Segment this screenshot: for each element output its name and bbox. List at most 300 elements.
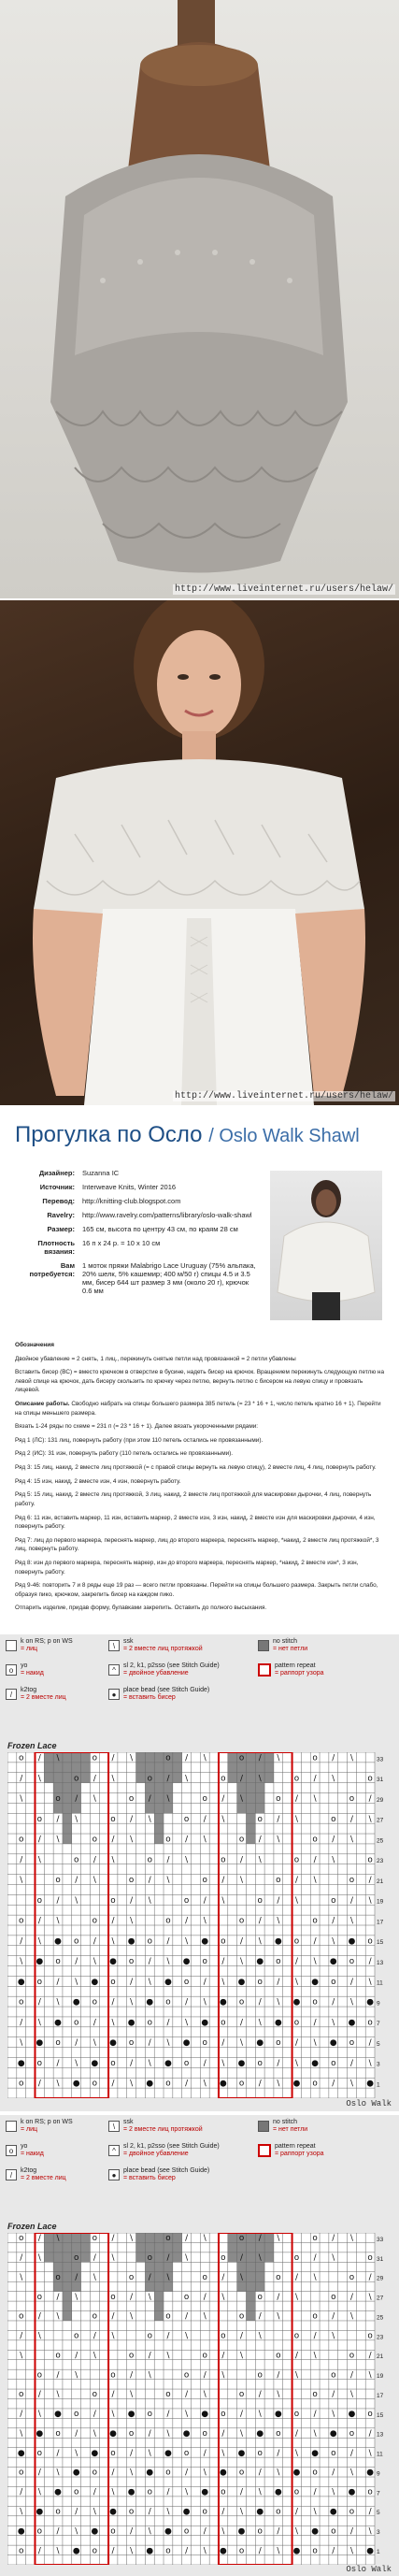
stitch-symbol: \: [349, 1916, 353, 1926]
stitch-symbol: \: [203, 2311, 207, 2322]
stitch-symbol: \: [111, 2331, 115, 2341]
stitch-symbol: \: [20, 1794, 23, 1805]
stitch-symbol: \: [294, 2526, 298, 2537]
no-stitch-cell: [136, 1752, 182, 1763]
legend-label-en: pattern repeat: [275, 1662, 316, 1669]
pattern-title-ru: Прогулка по Осло: [15, 1122, 203, 1147]
stitch-symbol: o: [147, 2018, 152, 2028]
stitch-symbol: /: [332, 1753, 335, 1763]
stitch-symbol: \: [148, 2292, 151, 2302]
stitch-symbol: \: [349, 2079, 353, 2089]
stitch-symbol: /: [221, 1876, 225, 1886]
row-number: 25: [377, 2314, 384, 2322]
stitch-symbol: /: [111, 1997, 115, 2008]
legend-swatch: [258, 1663, 271, 1677]
stitch-symbol: \: [332, 1774, 335, 1784]
stitch-symbol: /: [111, 2079, 115, 2089]
stitch-symbol: o: [293, 1936, 300, 1947]
stitch-symbol: ●: [17, 2058, 25, 2068]
stitch-symbol: /: [332, 2546, 335, 2556]
instruction-heading: Описание работы.: [15, 1401, 72, 1408]
stitch-symbol: /: [185, 1753, 189, 1763]
no-stitch-cell: [228, 1773, 274, 1783]
stitch-symbol: /: [258, 2234, 262, 2244]
stitch-symbol: \: [368, 1814, 372, 1824]
stitch-symbol: /: [221, 2272, 225, 2282]
stitch-symbol: o: [165, 2079, 171, 2089]
stitch-symbol: ●: [164, 1977, 172, 1987]
stitch-symbol: \: [56, 2390, 60, 2400]
stitch-symbol: ●: [17, 2526, 25, 2537]
stitch-symbol: o: [92, 1753, 98, 1763]
stitch-symbol: \: [332, 2018, 335, 2028]
stitch-symbol: /: [185, 1997, 189, 2008]
stitch-symbol: /: [130, 1814, 134, 1824]
stitch-symbol: /: [93, 1936, 96, 1947]
stitch-symbol: o: [238, 1835, 245, 1845]
stitch-symbol: /: [185, 1916, 189, 1926]
stitch-symbol: \: [111, 1774, 115, 1784]
stitch-symbol: /: [332, 1997, 335, 2008]
stitch-symbol: /: [56, 2526, 60, 2537]
legend-text: [123, 1662, 220, 1677]
no-stitch-cell: [63, 1813, 72, 1823]
row-number: 7: [377, 2490, 380, 2497]
stitch-symbol: \: [313, 2507, 317, 2517]
stitch-symbol: \: [221, 2448, 225, 2458]
stitch-symbol: /: [37, 2079, 41, 2089]
stitch-symbol: o: [238, 2390, 245, 2400]
stitch-symbol: ●: [72, 2468, 80, 2478]
stitch-symbol: \: [56, 1916, 60, 1926]
instruction-paragraph: Двойное убавление = 2 снять, 1 лиц., перекинуть снятые петли над провязанной = 2 петли убавлены: [15, 1355, 296, 1362]
instruction-paragraph: Ряд 8: изн до первого маркера, переснять маркер, изн до второго маркера, переснять маркер, *накид, 2 вместе изн*, 3 изн, повернуть работу.: [15, 1559, 359, 1576]
no-stitch-cell: [237, 2281, 264, 2291]
stitch-symbol: /: [75, 1876, 78, 1886]
stitch-symbol: \: [240, 2428, 244, 2439]
stitch-symbol: o: [349, 2428, 355, 2439]
no-stitch-cell: [53, 1783, 80, 1793]
stitch-symbol: \: [75, 1977, 78, 1987]
stitch-symbol: /: [258, 2546, 262, 2556]
row-number: 11: [377, 1979, 383, 1987]
stitch-symbol: /: [166, 2253, 170, 2264]
stitch-symbol: \: [93, 1957, 96, 1967]
stitch-symbol: /: [37, 2390, 41, 2400]
stitch-symbol: /: [20, 2253, 23, 2264]
stitch-symbol: /: [37, 1916, 41, 1926]
stitch-symbol: \: [277, 2390, 280, 2400]
stitch-symbol: ●: [54, 1936, 62, 1947]
stitch-symbol: ●: [220, 2546, 227, 2556]
legend-label-ru: = 2 вместе лиц протяжкой: [123, 1646, 203, 1653]
stitch-symbol: /: [93, 2018, 96, 2028]
no-stitch-cell: [136, 2252, 182, 2262]
stitch-symbol: ●: [256, 2038, 264, 2049]
stitch-symbol: /: [166, 1774, 170, 1784]
stitch-symbol: \: [294, 2292, 298, 2302]
legend-text: [275, 2143, 324, 2158]
info-row: [15, 1239, 256, 1256]
legend-text: [123, 2167, 209, 2182]
stitch-symbol: o: [183, 1895, 190, 1906]
row-number: 19: [377, 2373, 384, 2381]
stitch-symbol: \: [203, 1835, 207, 1845]
stitch-symbol: ●: [348, 1936, 356, 1947]
stitch-symbol: ●: [127, 2410, 135, 2420]
legend-swatch: ^: [108, 1664, 120, 1676]
instruction-paragraph: Ряд 3: 15 лиц, накид, 2 вместе лиц протяжкой (= с правой спицы вернуть на левую спицу), 2 вместе лиц, 4 лиц, повернуть работу.: [15, 1464, 377, 1472]
legend-label-en: pattern repeat: [275, 2143, 316, 2150]
stitch-symbol: o: [147, 2331, 152, 2341]
no-stitch-cell: [136, 1773, 182, 1783]
no-stitch-cell: [63, 2292, 72, 2301]
stitch-symbol: o: [312, 1997, 318, 2008]
legend-text: [21, 1662, 44, 1677]
stitch-symbol: \: [221, 2292, 225, 2302]
stitch-symbol: /: [203, 2526, 207, 2537]
no-stitch-cell: [228, 2242, 274, 2252]
stitch-symbol: ●: [220, 1997, 227, 2008]
stitch-symbol: o: [92, 1835, 98, 1845]
stitch-symbol: \: [349, 1835, 353, 1845]
stitch-symbol: ●: [201, 2018, 209, 2028]
info-value: http://knitting-club.blogspot.com: [82, 1197, 181, 1205]
stitch-symbol: /: [240, 2487, 244, 2497]
stitch-symbol: o: [257, 2058, 263, 2068]
stitch-symbol: o: [73, 1855, 79, 1865]
stitch-symbol: /: [332, 1835, 335, 1845]
stitch-symbol: o: [36, 2292, 43, 2302]
row-number: 17: [377, 1919, 384, 1926]
no-stitch-cell: [44, 2252, 90, 2262]
stitch-symbol: o: [312, 2234, 318, 2244]
legend-label-ru: = вставить бисер: [123, 1694, 176, 1702]
stitch-symbol: ●: [54, 2410, 62, 2420]
stitch-symbol: o: [147, 1774, 152, 1784]
stitch-symbol: o: [19, 2079, 24, 2089]
stitch-symbol: ●: [164, 2526, 172, 2537]
stitch-symbol: ●: [201, 2487, 209, 2497]
stitch-symbol: ●: [146, 2468, 154, 2478]
stitch-symbol: \: [111, 2487, 115, 2497]
row-number: 3: [377, 2061, 380, 2068]
stitch-symbol: o: [257, 1814, 263, 1824]
legend-label-en: yo: [21, 1662, 28, 1669]
stitch-symbol: ●: [36, 2428, 44, 2439]
stitch-symbol: o: [110, 1977, 116, 1987]
stitch-symbol: o: [257, 2526, 263, 2537]
stitch-symbol: \: [221, 2058, 225, 2068]
no-stitch-cell: [63, 1823, 72, 1834]
stitch-symbol: ●: [91, 2448, 99, 2458]
stitch-symbol: ●: [91, 1977, 99, 1987]
legend-text: [21, 2119, 73, 2134]
legend-swatch: \: [108, 2121, 120, 2132]
no-stitch-cell: [44, 1773, 90, 1783]
stitch-symbol: /: [277, 2370, 280, 2381]
pattern-cover-photo: [270, 1171, 382, 1320]
stitch-symbol: \: [37, 2487, 41, 2497]
stitch-symbol: o: [19, 1835, 24, 1845]
stitch-symbol: o: [110, 2448, 116, 2458]
stitch-symbol: /: [130, 2058, 134, 2068]
stitch-symbol: o: [36, 1977, 43, 1987]
stitch-symbol: o: [331, 2292, 336, 2302]
row-number: 33: [377, 1756, 384, 1763]
stitch-symbol: /: [56, 1977, 60, 1987]
stitch-symbol: o: [110, 1895, 116, 1906]
stitch-symbol: o: [238, 2079, 245, 2089]
stitch-symbol: ●: [237, 2448, 246, 2458]
stitch-symbol: ●: [292, 2546, 301, 2556]
info-key: Размер:: [47, 1225, 75, 1233]
stitch-symbol: ●: [182, 2428, 191, 2439]
stitch-symbol: o: [221, 2331, 226, 2341]
stitch-symbol: o: [36, 1895, 43, 1906]
stitch-symbol: \: [130, 2546, 134, 2556]
stitch-symbol: /: [20, 1774, 23, 1784]
stitch-symbol: ●: [127, 2487, 135, 2497]
knitting-chart-1: [0, 1634, 399, 2111]
stitch-symbol: \: [37, 2253, 41, 2264]
row-number: 27: [377, 1817, 384, 1824]
stitch-symbol: /: [240, 2331, 244, 2341]
stitch-symbol: \: [313, 2351, 317, 2361]
stitch-symbol: o: [276, 1957, 281, 1967]
stitch-symbol: /: [93, 2331, 96, 2341]
stitch-symbol: o: [349, 2038, 355, 2049]
stitch-symbol: o: [36, 2370, 43, 2381]
stitch-symbol: /: [313, 2253, 317, 2264]
stitch-symbol: /: [37, 1835, 41, 1845]
stitch-symbol: \: [20, 1957, 23, 1967]
legend-label-ru: = накид: [21, 2151, 44, 2158]
stitch-symbol: /: [258, 1916, 262, 1926]
stitch-symbol: /: [277, 2448, 280, 2458]
row-number: 15: [377, 2411, 384, 2419]
stitch-symbol: ●: [17, 1977, 25, 1987]
stitch-symbol: ●: [109, 2428, 117, 2439]
no-stitch-cell: [145, 2281, 172, 2291]
stitch-symbol: \: [221, 2526, 225, 2537]
pattern-document: [0, 1107, 399, 1631]
stitch-symbol: o: [128, 2428, 135, 2439]
no-stitch-cell: [246, 2311, 255, 2321]
stitch-symbol: o: [55, 2272, 61, 2282]
stitch-symbol: o: [202, 1957, 207, 1967]
stitch-symbol: ●: [127, 1936, 135, 1947]
legend-swatch: [6, 2121, 17, 2132]
stitch-symbol: /: [349, 2058, 353, 2068]
stitch-symbol: \: [130, 1916, 134, 1926]
stitch-symbol: ●: [329, 1957, 337, 1967]
stitch-symbol: o: [312, 2546, 318, 2556]
stitch-symbol: \: [75, 2448, 78, 2458]
stitch-symbol: ●: [146, 2546, 154, 2556]
stitch-symbol: o: [221, 2253, 226, 2264]
row-number: 21: [377, 1878, 384, 1885]
stitch-symbol: o: [202, 2038, 207, 2049]
stitch-symbol: o: [165, 2546, 171, 2556]
stitch-symbol: \: [203, 2079, 207, 2089]
stitch-symbol: ●: [311, 2058, 319, 2068]
stitch-symbol: o: [202, 2428, 207, 2439]
stitch-symbol: o: [128, 2351, 135, 2361]
row-number: 19: [377, 1898, 384, 1906]
stitch-symbol: \: [185, 2253, 189, 2264]
row-number: 31: [377, 2255, 384, 2263]
legend-swatch: ●: [108, 2169, 120, 2180]
stitch-symbol: /: [277, 2058, 280, 2068]
instruction-paragraph: Ряд 2 (ИС): 31 изн, повернуть работу (110 петель остались не провязанными).: [15, 1450, 234, 1458]
stitch-symbol: /: [240, 1774, 244, 1784]
stitch-symbol: /: [313, 1936, 317, 1947]
stitch-symbol: \: [368, 1977, 372, 1987]
stitch-symbol: ●: [292, 2468, 301, 2478]
legend-item: [6, 1638, 73, 1653]
pattern-instructions: [15, 1341, 384, 1618]
stitch-symbol: /: [166, 2018, 170, 2028]
stitch-symbol: ●: [311, 1977, 319, 1987]
stitch-symbol: o: [183, 2058, 190, 2068]
stitch-symbol: \: [56, 2079, 60, 2089]
stitch-symbol: \: [258, 2410, 262, 2420]
stitch-symbol: \: [258, 2253, 262, 2264]
stitch-symbol: ●: [91, 2058, 99, 2068]
stitch-symbol: /: [258, 1753, 262, 1763]
stitch-symbol: ●: [17, 2448, 25, 2458]
no-stitch-cell: [246, 1823, 255, 1834]
stitch-symbol: /: [368, 1957, 372, 1967]
stitch-symbol: \: [37, 1936, 41, 1947]
stitch-symbol: \: [93, 2038, 96, 2049]
stitch-symbol: ●: [182, 1957, 191, 1967]
no-stitch-cell: [228, 1763, 274, 1773]
photo-watermark: http://www.liveinternet.ru/users/helaw/: [174, 584, 393, 595]
stitch-symbol: \: [93, 2272, 96, 2282]
stitch-symbol: ●: [274, 2018, 282, 2028]
no-stitch-cell: [53, 1803, 80, 1813]
stitch-symbol: /: [148, 2351, 151, 2361]
stitch-symbol: /: [313, 2410, 317, 2420]
stitch-symbol: /: [20, 2410, 23, 2420]
legend-item: [108, 2167, 209, 2182]
stitch-symbol: /: [130, 2448, 134, 2458]
knitting-chart-2: [0, 2115, 399, 2576]
no-stitch-cell: [145, 2262, 172, 2271]
stitch-symbol: \: [368, 2526, 372, 2537]
info-row: [15, 1211, 256, 1219]
stitch-symbol: ●: [127, 2018, 135, 2028]
stitch-symbol: \: [37, 2331, 41, 2341]
stitch-symbol: o: [367, 2487, 373, 2497]
stitch-symbol: /: [111, 2234, 115, 2244]
stitch-symbol: \: [221, 1977, 225, 1987]
stitch-symbol: /: [294, 2272, 298, 2282]
stitch-symbol: /: [368, 1794, 372, 1805]
legend-item: [108, 1662, 220, 1677]
stitch-symbol: /: [221, 1957, 225, 1967]
stitch-symbol: /: [203, 1895, 207, 1906]
instruction-paragraph: Ряд 4: 15 изн, накид, 2 вместе изн, 4 изн, повернуть работу.: [15, 1477, 181, 1485]
legend-label-ru: = 2 вместе лиц: [21, 2175, 66, 2182]
stitch-symbol: /: [258, 2079, 262, 2089]
stitch-symbol: /: [166, 2331, 170, 2341]
stitch-symbol: /: [277, 1977, 280, 1987]
legend-text: [123, 1687, 209, 1702]
stitch-symbol: o: [221, 1774, 226, 1784]
stitch-symbol: o: [73, 2331, 79, 2341]
stitch-symbol: \: [277, 2546, 280, 2556]
stitch-symbol: \: [37, 2410, 41, 2420]
stitch-symbol: /: [56, 2292, 60, 2302]
stitch-symbol: \: [93, 2507, 96, 2517]
legend-label-ru: = вставить бисер: [123, 2175, 176, 2182]
legend-label-en: k2tog: [21, 2167, 37, 2174]
legend-item: [6, 2167, 66, 2182]
stitch-symbol: \: [148, 2370, 151, 2381]
stitch-symbol: o: [331, 2448, 336, 2458]
stitch-symbol: /: [203, 1814, 207, 1824]
stitch-symbol: \: [130, 1753, 134, 1763]
stitch-symbol: o: [221, 2487, 226, 2497]
stitch-symbol: \: [277, 1997, 280, 2008]
stitch-symbol: \: [349, 1753, 353, 1763]
stitch-symbol: \: [185, 2410, 189, 2420]
stitch-symbol: o: [202, 2507, 207, 2517]
legend-text: [273, 2119, 307, 2134]
stitch-symbol: ●: [237, 2058, 246, 2068]
shawl-photo-dress-form: [0, 0, 399, 598]
stitch-symbol: /: [294, 1876, 298, 1886]
stitch-symbol: /: [185, 2234, 189, 2244]
chart-title: Frozen Lace: [7, 2222, 57, 2231]
stitch-symbol: \: [20, 2272, 23, 2282]
stitch-symbol: o: [221, 2018, 226, 2028]
stitch-symbol: /: [148, 2428, 151, 2439]
stitch-symbol: \: [166, 2428, 170, 2439]
legend-swatch: o: [6, 2145, 17, 2156]
stitch-symbol: o: [55, 1876, 61, 1886]
legend-text: [21, 1687, 66, 1702]
stitch-symbol: \: [148, 1895, 151, 1906]
stitch-symbol: o: [165, 2311, 171, 2322]
stitch-symbol: \: [294, 1895, 298, 1906]
stitch-symbol: /: [148, 2507, 151, 2517]
stitch-symbol: o: [165, 2468, 171, 2478]
stitch-symbol: o: [293, 1774, 300, 1784]
row-number: 17: [377, 2392, 384, 2399]
stitch-symbol: o: [312, 2468, 318, 2478]
legend-item: [108, 2119, 203, 2134]
no-stitch-cell: [154, 2292, 164, 2301]
instruction-paragraph: [15, 1341, 384, 1350]
stitch-symbol: \: [332, 1936, 335, 1947]
stitch-symbol: /: [20, 1936, 23, 1947]
stitch-symbol: \: [240, 2038, 244, 2049]
stitch-symbol: /: [20, 1855, 23, 1865]
stitch-symbol: \: [75, 2058, 78, 2068]
row-number: 13: [377, 1959, 384, 1966]
row-number: 21: [377, 2353, 384, 2361]
stitch-symbol: /: [240, 2253, 244, 2264]
stitch-symbol: o: [147, 2487, 152, 2497]
stitch-symbol: o: [349, 1876, 355, 1886]
stitch-symbol: o: [367, 2410, 373, 2420]
no-stitch-cell: [246, 2301, 255, 2310]
stitch-symbol: \: [258, 2487, 262, 2497]
